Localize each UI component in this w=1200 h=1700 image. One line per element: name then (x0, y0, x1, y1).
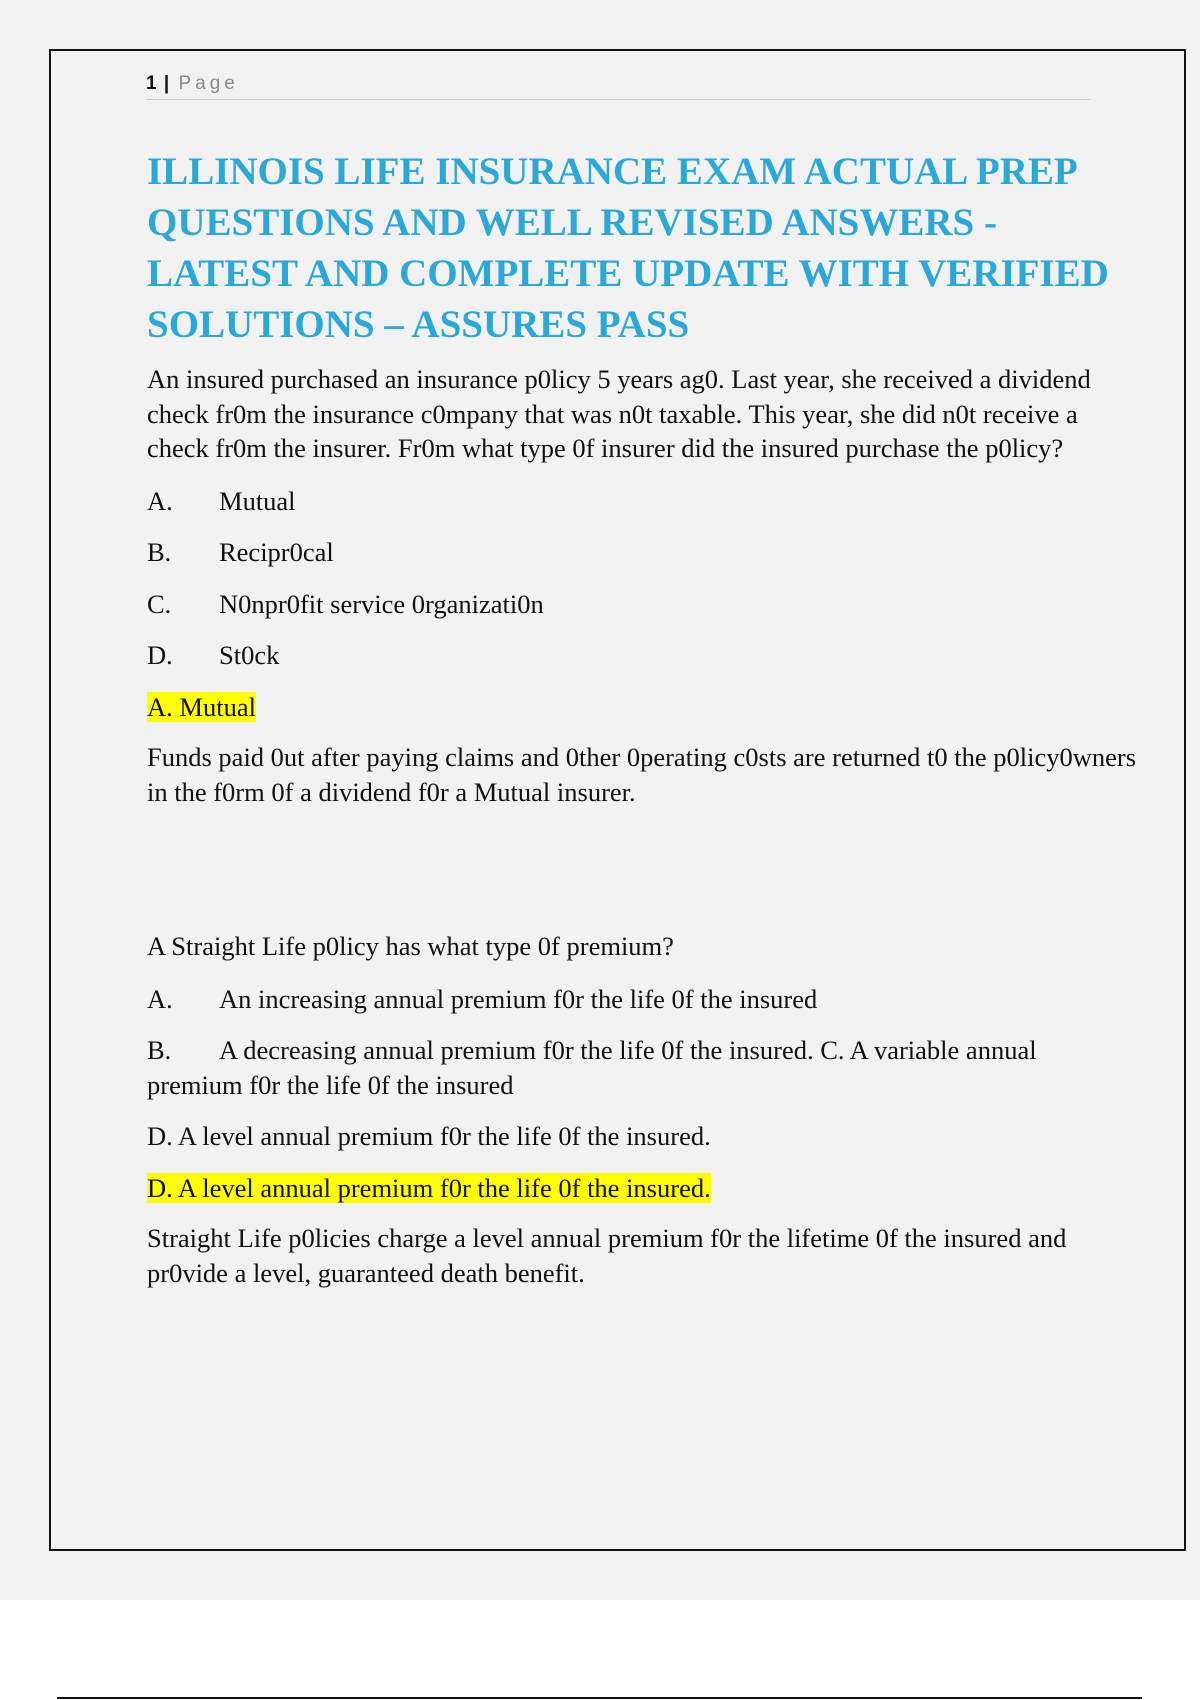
question-2-option-a (147, 982, 1137, 1017)
question-1-option-d (147, 638, 1137, 673)
document-content (147, 146, 1137, 1290)
option-text: An increasing annual premium f0r the life 0f the insured (219, 983, 818, 1014)
option-letter: B. (147, 537, 172, 567)
bottom-margin (0, 1600, 1200, 1700)
question-2-answer (147, 1171, 1137, 1206)
question-1-text: An insured purchased an insurance p0licy 5 years ag0. Last year, she received a dividend check fr0m the insurance c0mpany that was n0t taxable. This year, she did n0t receive a check fr0m the insurer. Fr0m what type 0f insurer did the insured purchase the p0licy? (147, 364, 1091, 463)
question-1-answer (147, 690, 1137, 725)
question-2-option-b (147, 1033, 1137, 1102)
option-letter: D. (147, 640, 173, 670)
page-separator: | (163, 73, 170, 94)
page-frame (49, 49, 1186, 1551)
question-2-option-d: D. A level annual premium f0r the life 0f the insured. (147, 1121, 711, 1151)
question-2-explanation: Straight Life p0licies charge a level annual premium f0r the lifetime 0f the insured and pr0vide a level, guaranteed death benefit. (147, 1223, 1067, 1288)
option-text: A decreasing annual premium f0r the life 0f the insured. C. A variable annual premium f0r the life 0f the insured (147, 1035, 1037, 1100)
option-text: Mutual (219, 485, 296, 516)
option-text: Recipr0cal (219, 537, 334, 567)
option-text: N0npr0fit service 0rganizati0n (219, 588, 544, 619)
document-title: ILLINOIS LIFE INSURANCE EXAM ACTUAL PREP QUESTIONS AND WELL REVISED ANSWERS - LATEST AND COMPLETE UPDATE WITH VERIFIED SOLUTIONS – ASSURES PASS (147, 150, 1109, 346)
question-1-option-a (147, 484, 1137, 519)
option-letter: C. (147, 588, 172, 619)
option-letter: A. (147, 485, 173, 516)
question-1-explanation: Funds paid 0ut after paying claims and 0ther 0perating c0sts are returned t0 the p0licy0wners in the f0rm 0f a dividend f0r a Mutual insurer. (147, 742, 1137, 807)
page-label: Page (178, 73, 239, 94)
highlighted-answer: D. A level annual premium f0r the life 0f the insured. (147, 1172, 711, 1203)
spacer (147, 809, 1137, 929)
option-letter: B. (147, 1035, 172, 1065)
option-letter: A. (147, 983, 173, 1014)
question-2-text: A Straight Life p0licy has what type 0f premium? (147, 931, 674, 961)
question-1-option-b (147, 535, 1137, 570)
option-text: St0ck (219, 640, 280, 670)
page-header (146, 73, 1091, 100)
highlighted-answer: A. Mutual (147, 691, 256, 722)
question-1-option-c (147, 587, 1137, 622)
bottom-rule (57, 1697, 1142, 1699)
page-number: 1 (146, 73, 157, 94)
